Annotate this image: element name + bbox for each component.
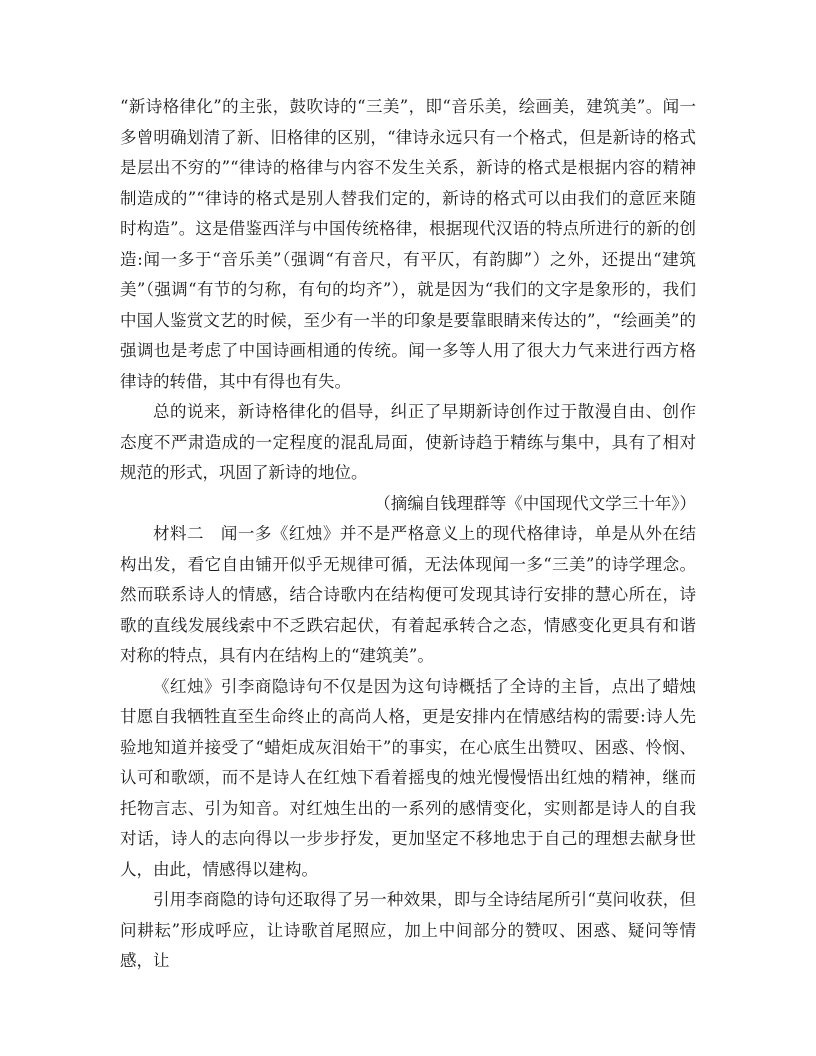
source-citation: （摘编自钱理群等《中国现代文学三十年》）: [374, 493, 696, 513]
body-text: [120, 92, 696, 977]
paragraph-quotation-effect: 引用李商隐的诗句还取得了另一种效果，即与全诗结尾所引“莫问收获，但问耕耘”形成呼应，让诗歌首尾照应，加上中间部分的赞叹、困惑、疑问等情感，让: [120, 890, 696, 970]
paragraph-summary: 总的说来，新诗格律化的倡导，纠正了早期新诗创作过于散漫自由、创作态度不严肃造成的一定程度的混乱局面，使新诗趋于精练与集中，具有了相对规范的形式，巩固了新诗的地位。: [120, 402, 696, 482]
paragraph-continuation: “新诗格律化”的主张，鼓吹诗的“三美”，即“音乐美，绘画美，建筑美”。闻一多曾明确划清了新、旧格律的区别，“律诗永远只有一个格式，但是新诗的格式是层出不穷的”“律诗的格律与内容不发生关系，新诗的格式是根据内容的精神制造成的”“律诗的格式是别人替我们定的，新诗的格式可以由我们的意匠来随时构造”。这是借鉴西洋与中国传统格律，根据现代汉语的特点所进行的新的创造:闻一多于“音乐美”（强调“有音尺，有平仄，有韵脚”）之外，还提出“建筑美”（强调“有节的匀称，有句的均齐”），就是因为“我们的文字是象形的，我们中国人鉴赏文艺的时候，至少有一半的印象是要靠眼睛来传达的”，“绘画美”的强调也是考虑了中国诗画相通的传统。闻一多等人用了很大力气来进行西方格律诗的转借，其中有得也有失。: [120, 97, 696, 391]
paragraph-material-two: 材料二 闻一多《红烛》并不是严格意义上的现代格律诗，单是从外在结构出发，看它自由铺开似乎无规律可循，无法体现闻一多“三美”的诗学理念。然而联系诗人的情感，结合诗歌内在结构便可发现其诗行安排的慧心所在，诗歌的直线发展线索中不乏跌宕起伏，有着起承转合之态，情感变化更具有和谐对称的特点，具有内在结构上的“建筑美”。: [120, 524, 696, 665]
paragraph-red-candle: 《红烛》引李商隐诗句不仅是因为这句诗概括了全诗的主旨，点出了蜡烛甘愿自我牺牲直至生命终止的高尚人格，更是安排内在情感结构的需要:诗人先验地知道并接受了“蜡炬成灰泪始干”的事实，在心底生出赞叹、困惑、怜悯、认可和歌颂，而不是诗人在红烛下看着摇曳的烛光慢慢悟出红烛的精神，继而托物言志、引为知音。对红烛生出的一系列的感情变化，实则都是诗人的自我对话，诗人的志向得以一步步抒发，更加坚定不移地忠于自己的理想去献身世人，由此，情感得以建构。: [120, 676, 696, 879]
